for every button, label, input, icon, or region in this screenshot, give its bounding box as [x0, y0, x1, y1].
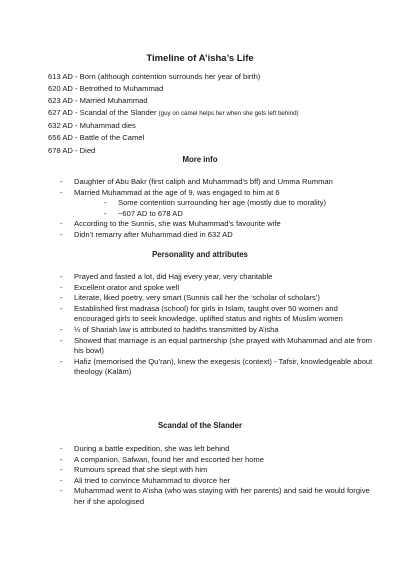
- timeline-entry-text: 656 AD - Battle of the Camel: [48, 133, 145, 143]
- timeline-entry-text: 613 AD - Born (although contention surrounds her year of birth): [48, 72, 261, 81]
- timeline-entry: [48, 71, 378, 83]
- timeline-list: [48, 71, 378, 157]
- list-item: - Muhammad went to A’isha (who was staying with her parents) and said he would forgive her if she apologised: [60, 486, 378, 507]
- timeline-entry-text: 620 AD - Betrothed to Muhammad: [48, 84, 164, 94]
- section-heading-more-info: More info: [182, 155, 218, 164]
- timeline-entry-text: 678 AD - Died: [48, 145, 96, 155]
- section-heading-personality: Personality and attributes: [152, 250, 248, 259]
- more-info-list: [60, 177, 378, 241]
- list-item: - Rumours spread that she slept with him: [60, 465, 378, 476]
- list-item: - Married Muhammad at the age of 9, was engaged to him at 6: [60, 188, 378, 199]
- list-item: - Established first madrasa (school) for girls in Islam, taught over 50 women and encouraged girls to seek knowledge, uplifted status and rights of Muslim women: [60, 304, 378, 325]
- list-item: - Excellent orator and spoke well: [60, 283, 378, 294]
- timeline-entry: [48, 120, 378, 132]
- list-item: - Didn’t remarry after Muhammad died in 632 AD: [60, 230, 378, 241]
- personality-list: [60, 272, 378, 378]
- sub-list-item: - ~607 AD to 678 AD: [60, 209, 378, 220]
- list-item: - A companion, Safwan, found her and escorted her home: [60, 455, 378, 466]
- scandal-list: [60, 444, 378, 508]
- list-item: - Prayed and fasted a lot, did Hajj every year, very charitable: [60, 272, 378, 283]
- section-heading-scandal: Scandal of the Slander: [157, 421, 243, 430]
- list-item: - According to the Sunnis, she was Muhammad’s favourite wife: [60, 219, 378, 230]
- timeline-entry: [48, 95, 378, 107]
- timeline-entry-note: (guy on camel helps her when she gets left behind): [158, 110, 299, 118]
- timeline-entry-text: 632 AD - Muhammad dies: [48, 121, 136, 131]
- list-item: - Showed that marriage is an equal partnership (she prayed with Muhammad and ate from his bowl): [60, 336, 378, 357]
- list-item: - ¼ of Shariah law is attributed to hadiths transmitted by A’isha: [60, 325, 378, 336]
- page-title: Timeline of A’isha’s Life: [146, 53, 254, 64]
- list-item: - Ali tried to convince Muhammad to divorce her: [60, 476, 378, 487]
- timeline-entry: [48, 83, 378, 95]
- list-item: - Hafiz (memorised the Qu’ran), knew the exegesis (context) - Tafsir, knowledgeable about theology (Kalām): [60, 357, 378, 378]
- timeline-entry: [48, 107, 378, 120]
- sub-list-item: - Some contention surrounding her age (mostly due to morality): [60, 198, 378, 209]
- list-item: - Literate, liked poetry, very smart (Sunnis call her the ‘scholar of scholars’): [60, 293, 378, 304]
- list-item: - Daughter of Abu Bakr (first caliph and Muhammad’s bff) and Umma Rumman: [60, 177, 378, 188]
- list-item: - During a battle expedition, she was left behind: [60, 444, 378, 455]
- timeline-entry-text: 623 AD - Married Muhammad: [48, 96, 148, 106]
- timeline-entry: [48, 132, 378, 144]
- timeline-entry-text: 627 AD - Scandal of the Slander: [48, 108, 159, 118]
